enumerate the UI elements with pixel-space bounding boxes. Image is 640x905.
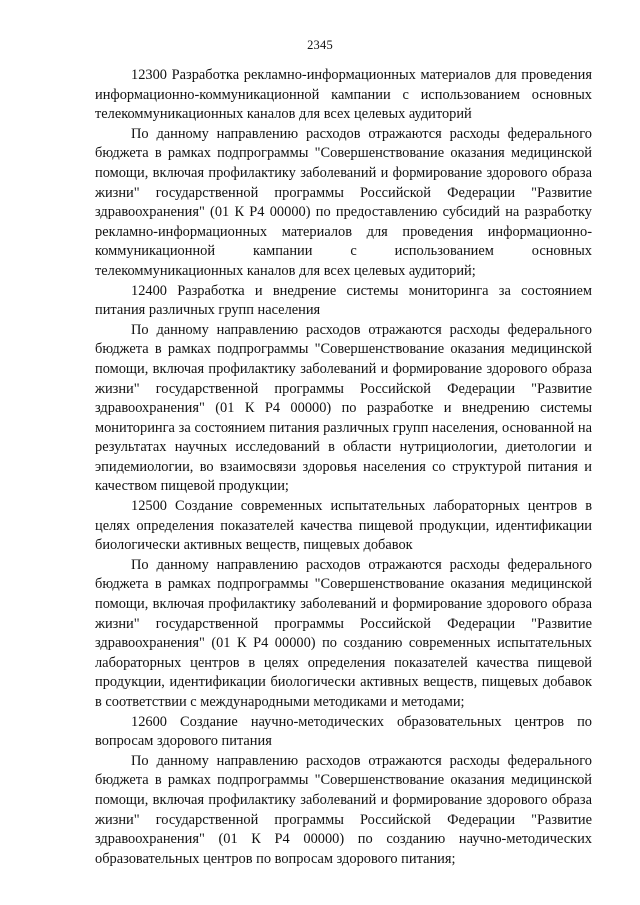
section-body-12500: По данному направлению расходов отражаются расходы федерального бюджета в рамках подпрограммы "Совершенствование оказания медицинской помощи, включая профилактику заболеваний и формирование здорового образа жизни" государственной программы Российской Федерации "Развитие здравоохранения" (01 К Р4 00000) по созданию современных испытательных лабораторных центров в целях определения показателей качества пищевой продукции, идентификации биологически активных веществ, пищевых добавок в соответствии с международными методиками и методами;	[95, 556, 592, 710]
document-body	[95, 66, 592, 869]
section-body-12600: По данному направлению расходов отражаются расходы федерального бюджета в рамках подпрограммы "Совершенствование оказания медицинской помощи, включая профилактику заболеваний и формирование здорового образа жизни" государственной программы Российской Федерации "Развитие здравоохранения" (01 К Р4 00000) по созданию научно-методических образовательных центров по вопросам здорового питания;	[95, 752, 592, 867]
section-heading-12500: 12500 Создание современных испытательных лабораторных центров в целях определения показателей качества пищевой продукции, идентификации биологически активных веществ, пищевых добавок	[95, 498, 592, 554]
section-heading-12400: 12400 Разработка и внедрение системы мониторинга за состоянием питания различных групп населения	[95, 282, 592, 319]
section-body-12400: По данному направлению расходов отражаются расходы федерального бюджета в рамках подпрограммы "Совершенствование оказания медицинской помощи, включая профилактику заболеваний и формирование здорового образа жизни" государственной программы Российской Федерации "Развитие здравоохранения" (01 К Р4 00000) по разработке и внедрению системы мониторинга за состоянием питания различных групп населения, основанной на результатах научных исследований в области нутрициологии, диетологии и эпидемиологии, во взаимосвязи здоровья населения со структурой питания и качеством пищевой продукции;	[95, 321, 592, 495]
section-heading-12300: 12300 Разработка рекламно-информационных материалов для проведения информационно-коммуникационной кампании с использованием основных телекоммуникационных каналов для всех целевых аудиторий	[95, 67, 592, 123]
section-heading-12600: 12600 Создание научно-методических образовательных центров по вопросам здорового питания	[95, 713, 592, 750]
section-body-12300: По данному направлению расходов отражаются расходы федерального бюджета в рамках подпрограммы "Совершенствование оказания медицинской помощи, включая профилактику заболеваний и формирование здорового образа жизни" государственной программы Российской Федерации "Развитие здравоохранения" (01 К Р4 00000) по предоставлению субсидий на разработку рекламно-информационных материалов для проведения информационно-коммуникационной кампании с использованием основных телекоммуникационных каналов для всех целевых аудиторий;	[95, 125, 592, 279]
page-number: 2345	[307, 38, 333, 52]
